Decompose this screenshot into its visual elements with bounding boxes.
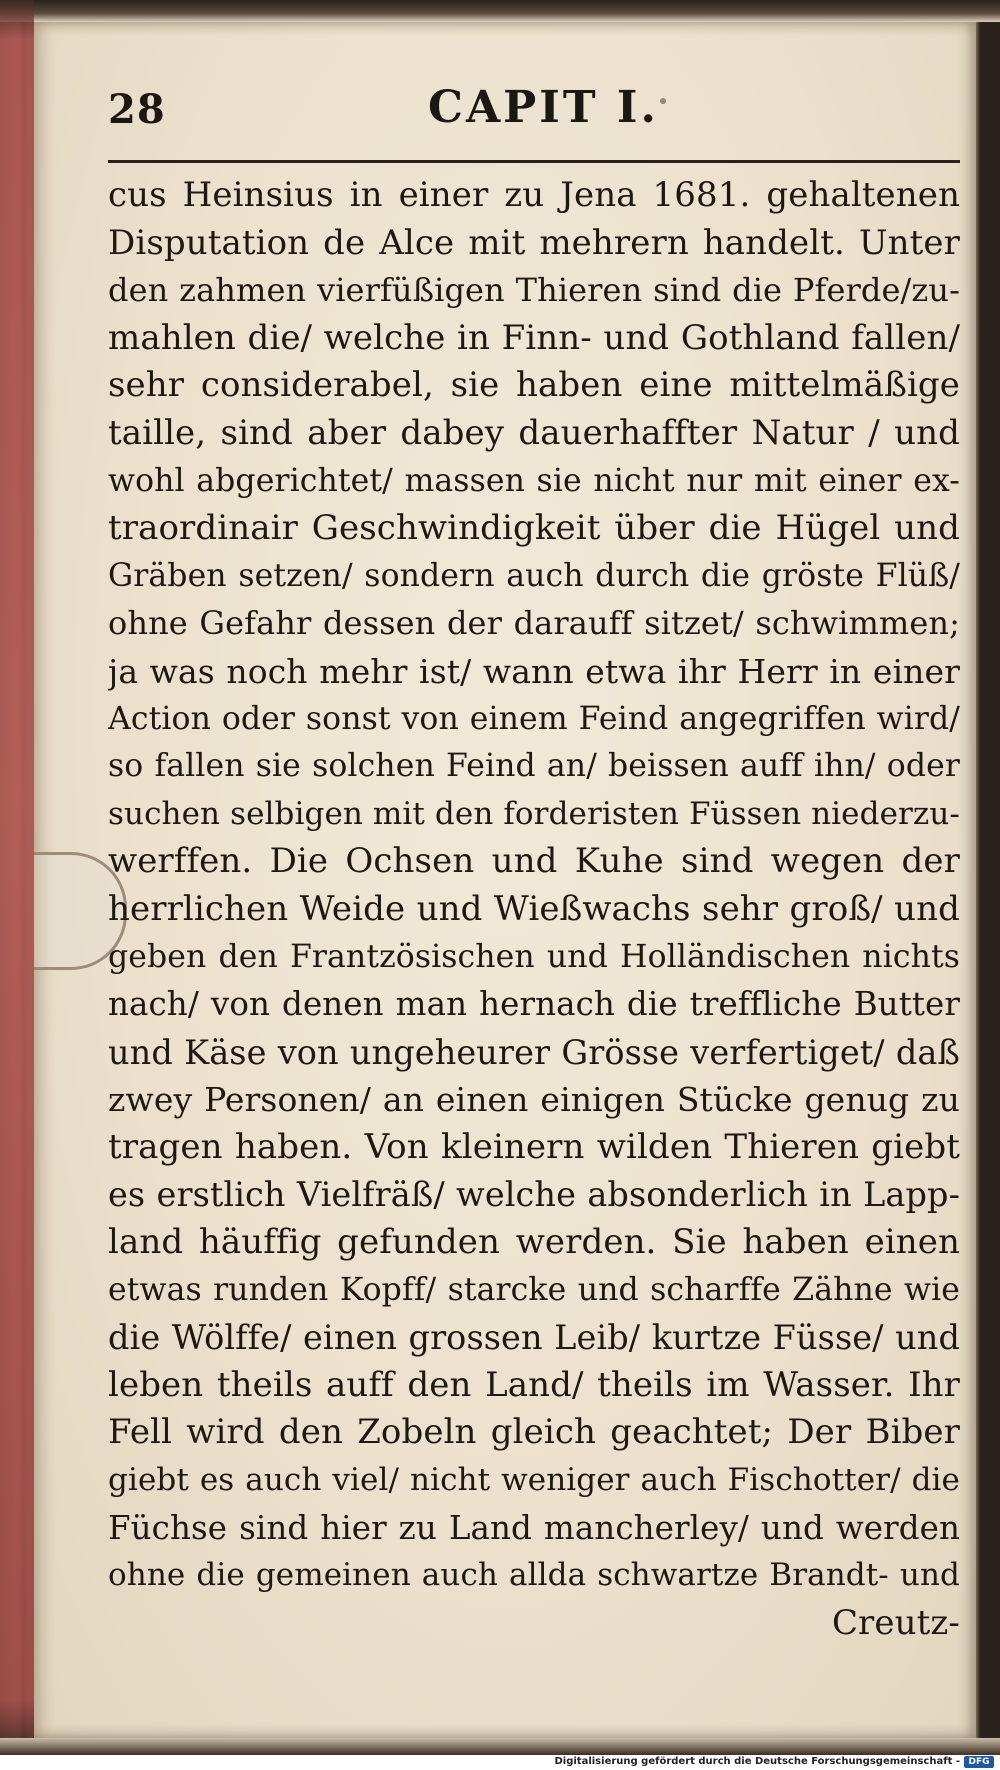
text-line: die Wölffe/ einen grossen Leib/ kurtze Füsse/ und — [108, 1318, 960, 1358]
text-line: sehr considerabel, sie haben eine mittelmäßige — [108, 365, 960, 406]
text-line: herrlichen Weide und Wießwachs sehr groß/ und — [108, 888, 960, 929]
dfg-logo-icon: DFG — [964, 1756, 994, 1768]
text-line: es erstlich Vielfräß/ welche absonderlich in Lapp- — [108, 1175, 960, 1215]
text-line: und Käse von ungeheurer Grösse verfertiget/ daß — [108, 1032, 960, 1072]
text-line: etwas runden Kopff/ starcke und scharffe Zähne wie — [108, 1271, 960, 1308]
text-line: zwey Personen/ an einen einigen Stücke genug zu — [108, 1080, 960, 1120]
text-line: suchen selbigen mit den forderisten Füssen niederzu- — [108, 795, 960, 832]
text-line: giebt es auch viel/ nicht weniger auch Fischotter/ die — [108, 1462, 960, 1499]
body-text — [108, 172, 960, 1647]
funding-credit: Digitalisierung gefördert durch die Deutsche Forschungsgemeinschaft - — [554, 1756, 960, 1767]
digitization-footer — [0, 1755, 1000, 1770]
text-line: mahlen die/ welche in Finn- und Gothland fallen/ — [108, 317, 960, 358]
text-line: Creutz- — [831, 1602, 960, 1643]
text-line: so fallen sie solchen Feind an/ beissen auff ihn/ oder — [108, 748, 960, 785]
page-number: 28 — [108, 86, 166, 133]
page-header — [108, 82, 960, 142]
text-line: leben theils auff den Land/ theils im Wasser. Ihr — [108, 1364, 960, 1405]
text-line: wohl abgerichtet/ massen sie nicht nur mit einer ex- — [108, 462, 960, 499]
text-line: werffen. Die Ochsen und Kuhe sind wegen der — [108, 841, 960, 882]
text-line: Disputation de Alce mit mehrern handelt. Unter — [108, 222, 960, 263]
running-head: CAPIT I. — [428, 82, 659, 133]
text-line: Füchse sind hier zu Land mancherley/ und werden — [108, 1508, 960, 1547]
header-rule — [108, 160, 960, 163]
text-line: Fell wird den Zobeln gleich geachtet; Der Biber — [108, 1412, 960, 1453]
text-line: cus Heinsius in einer zu Jena 1681. gehaltenen — [108, 175, 960, 215]
text-line: taille, sind aber dabey dauerhaffter Natur / und — [108, 412, 960, 453]
text-line: traordinair Geschwindigkeit über die Hügel und — [108, 508, 960, 549]
text-line: geben den Frantzösischen und Holländischen nichts — [108, 938, 960, 975]
text-line: tragen haben. Von kleinern wilden Thieren giebt — [108, 1126, 960, 1167]
text-line: ja was noch mehr ist/ wann etwa ihr Herr in einer — [108, 651, 960, 691]
left-book-edge — [0, 0, 34, 1755]
text-line: ohne Gefahr dessen der darauff sitzet/ schwimmen; — [108, 604, 960, 643]
text-line: den zahmen vierfüßigen Thieren sind die Pferde/zu- — [108, 271, 960, 310]
text-line: ohne die gemeinen auch allda schwartze Brandt- und — [108, 1557, 960, 1594]
bottom-book-edge — [0, 1738, 1000, 1755]
text-line: Gräben setzen/ sondern auch durch die gröste Flüß/ — [108, 557, 960, 594]
text-line: Action oder sonst von einem Feind angegriffen wird/ — [108, 700, 960, 737]
top-book-edge — [0, 0, 1000, 22]
text-line: nach/ von denen man hernach die treffliche Butter — [108, 985, 960, 1024]
text-line: land häuffig gefunden werden. Sie haben einen — [108, 1222, 960, 1263]
